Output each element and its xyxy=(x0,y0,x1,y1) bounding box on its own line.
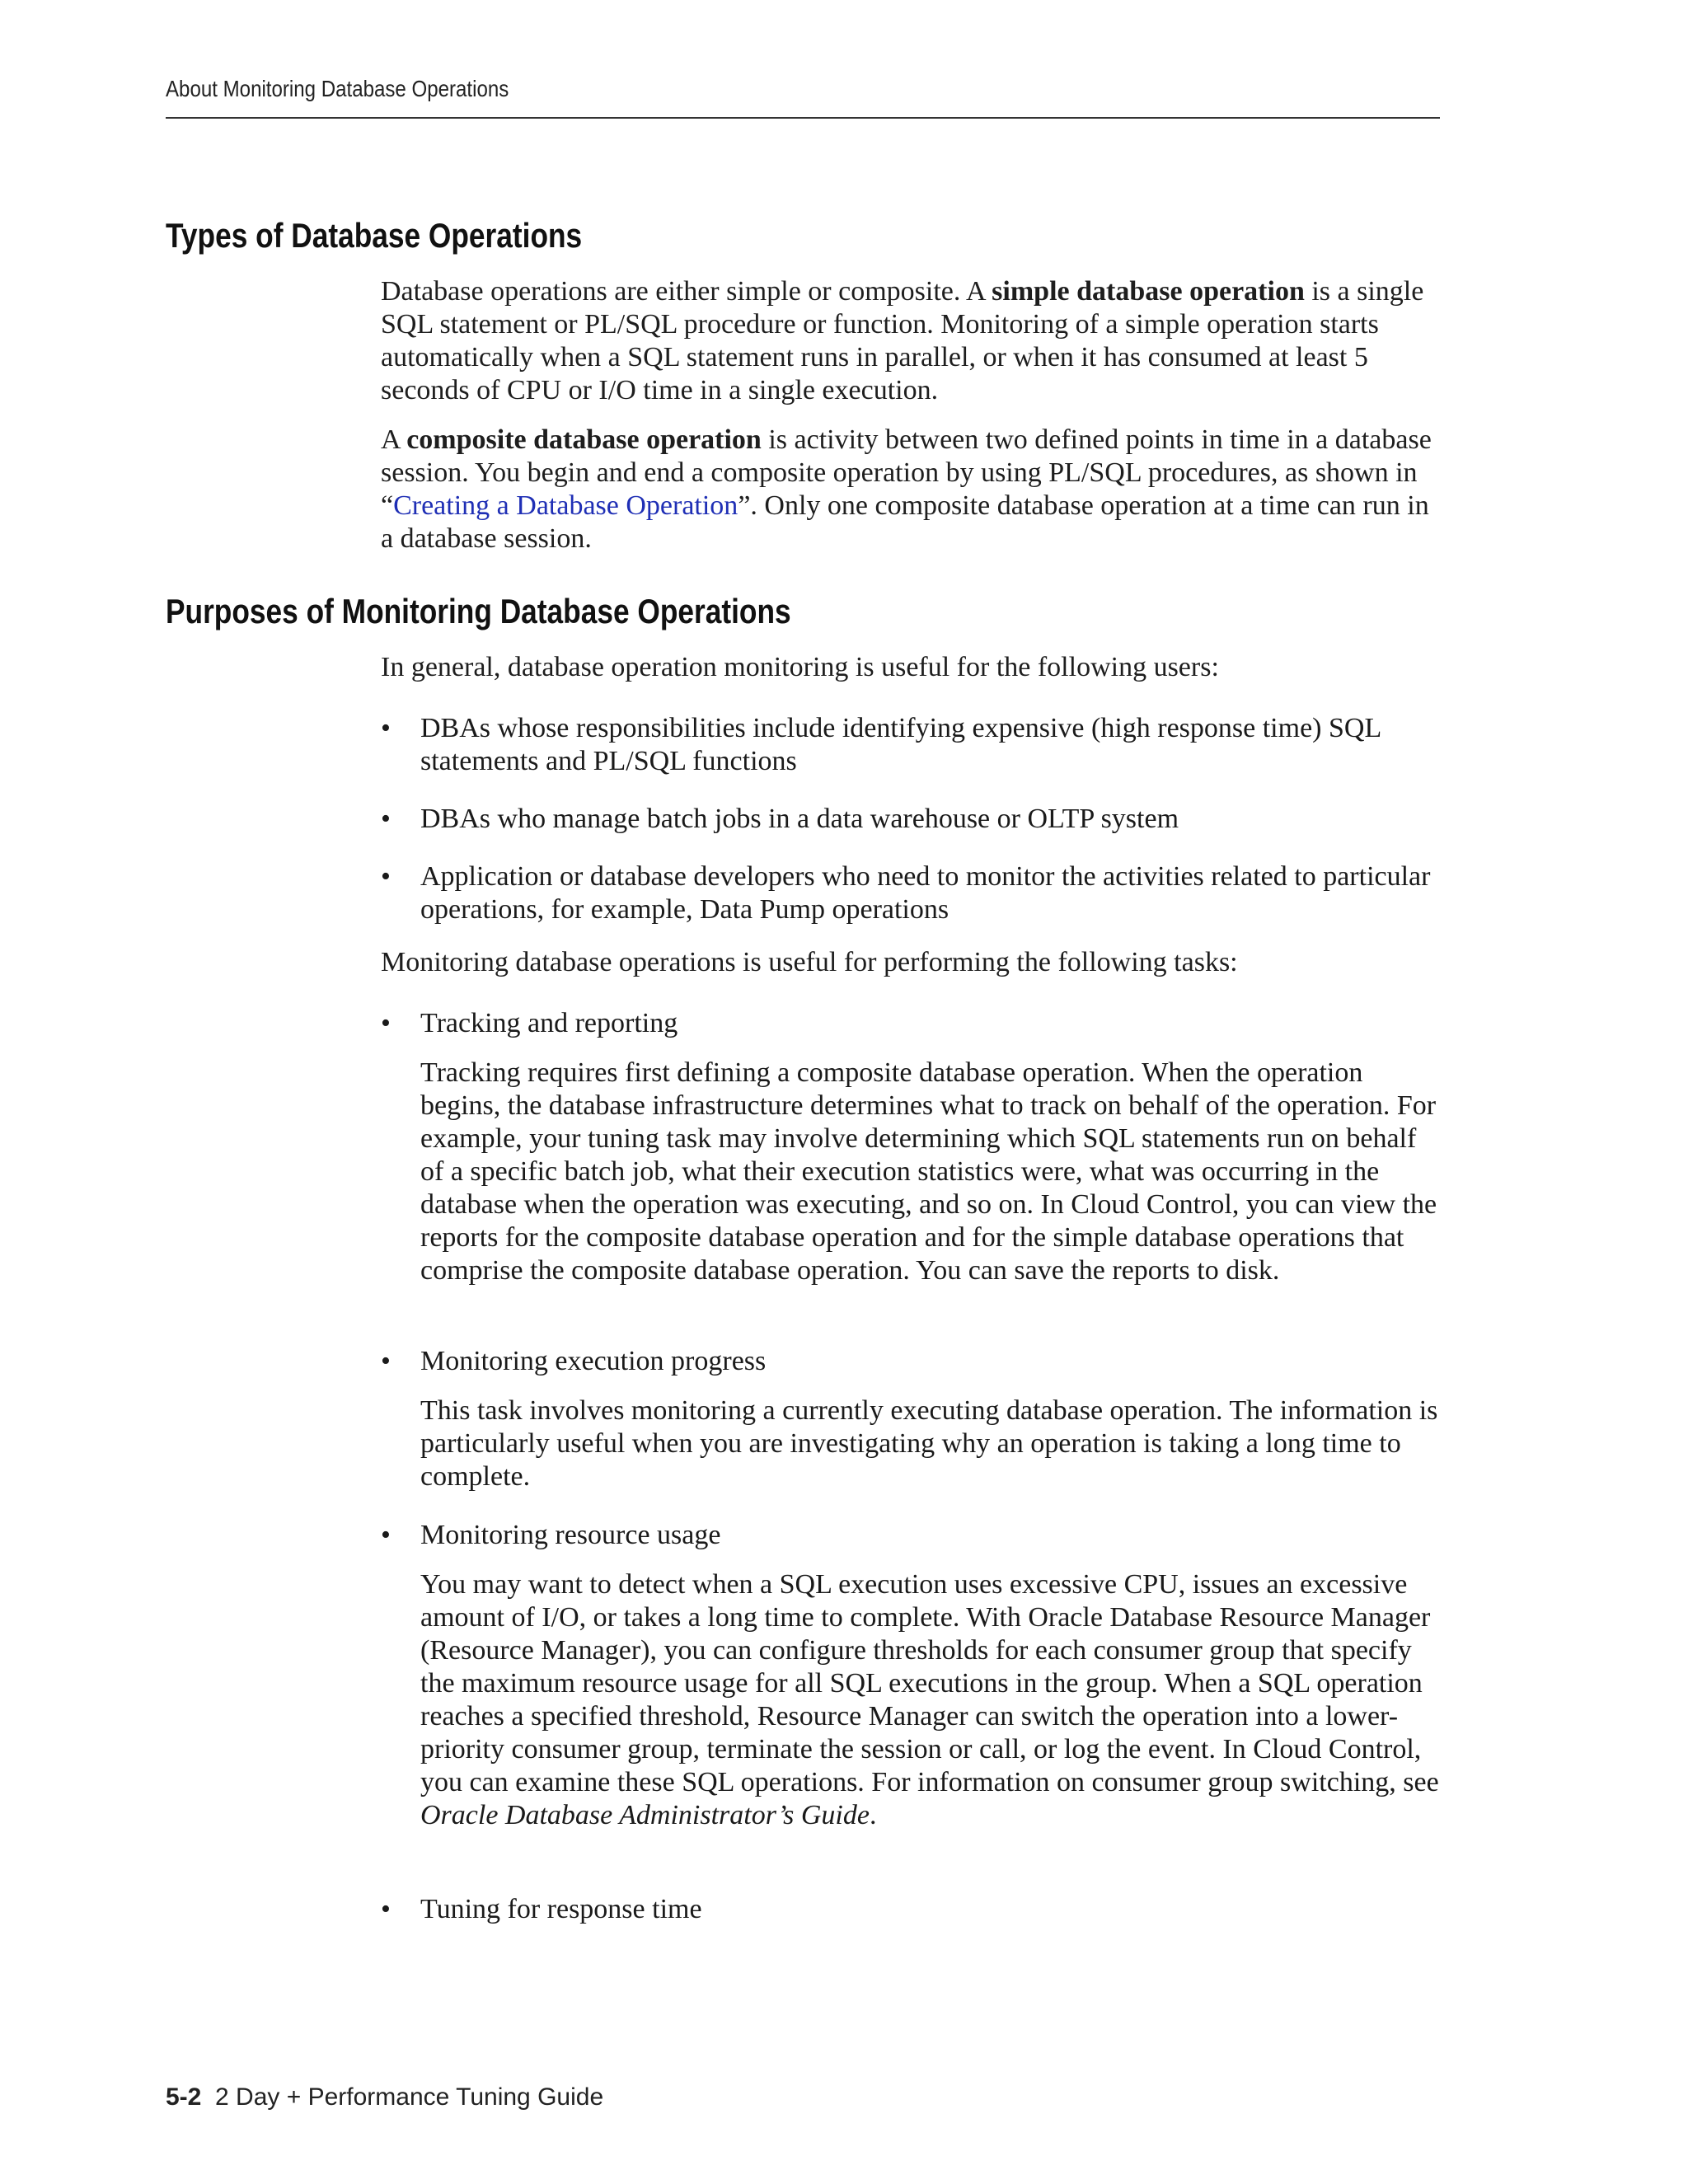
book-reference: Oracle Database Administrator’s Guide xyxy=(420,1800,870,1830)
task-description: Tracking requires first defining a composite database operation. When the operation begins, the database infrastructure determines what to track on behalf of the operation. For example, your tuning task may involve determining which SQL statements run on behalf of a specific batch job, what their execution statistics were, what was occurring in the database when the operation was executing, and so on. In Cloud Control, you can view the reports for the composite database operation and for the simple database operations that comprise the composite database operation. You can save the reports to disk. xyxy=(420,1057,1437,1286)
section-title-types: Types of Database Operations xyxy=(166,216,583,255)
link-creating-database-operation[interactable]: Creating a Database Operation xyxy=(393,490,738,521)
intro-users: In general, database operation monitoring is useful for the following users: xyxy=(381,652,1219,682)
header-rule xyxy=(166,117,1440,119)
section-title-purposes: Purposes of Monitoring Database Operations xyxy=(166,592,791,630)
running-header: About Monitoring Database Operations xyxy=(166,76,509,101)
task-description: You may want to detect when a SQL execution uses excessive CPU, issues an excessive amount of I/O, or takes a long time to complete. With Oracle Database Resource Manager (Resource Manager), you can configure thresholds for each consumer group that specify the maximum resource usage for all SQL executions in the group. When a SQL operation reaches a specified threshold, Resource Manager can switch the operation into a lower-priority consumer group, terminate the session or call, or log the event. In Cloud Control, you can examine these SQL operations. For information on consumer group switching, see Oracle Database Administrator’s Guide. xyxy=(420,1569,1439,1830)
bullet-icon: • xyxy=(381,804,391,834)
task-description: This task involves monitoring a currently executing database operation. The information is particularly useful when you are investigating why an operation is taking a long time to complete. xyxy=(420,1395,1438,1492)
page-footer xyxy=(166,2083,603,2111)
book-title: 2 Day + Performance Tuning Guide xyxy=(215,2083,604,2111)
bullet-icon: • xyxy=(381,1520,391,1550)
term-simple-database-operation: simple database operation xyxy=(992,276,1305,307)
intro-tasks: Monitoring database operations is useful for performing the following tasks: xyxy=(381,947,1238,977)
bullet-icon: • xyxy=(381,1346,391,1376)
term-composite-database-operation: composite database operation xyxy=(406,424,762,455)
bullet-icon: • xyxy=(381,1894,391,1924)
bullet-icon: • xyxy=(381,861,391,892)
para-simple-operation: Database operations are either simple or composite. A simple database operation is a single SQL statement or PL/SQL procedure or function. Monitoring of a simple operation starts automatically when a SQL statement runs in parallel, or when it has consumed at least 5 seconds of CPU or I/O time in a single execution. xyxy=(381,276,1424,405)
para-composite-operation: A composite database operation is activity between two defined points in time in a database session. You begin and end a composite operation by using PL/SQL procedures, as shown in “Creating a Database Operation”. Only one composite database operation at a time can run in a database session. xyxy=(381,424,1432,554)
bullet-icon: • xyxy=(381,713,391,743)
bullet-icon: • xyxy=(381,1008,391,1038)
page-number: 5-2 xyxy=(166,2083,202,2111)
